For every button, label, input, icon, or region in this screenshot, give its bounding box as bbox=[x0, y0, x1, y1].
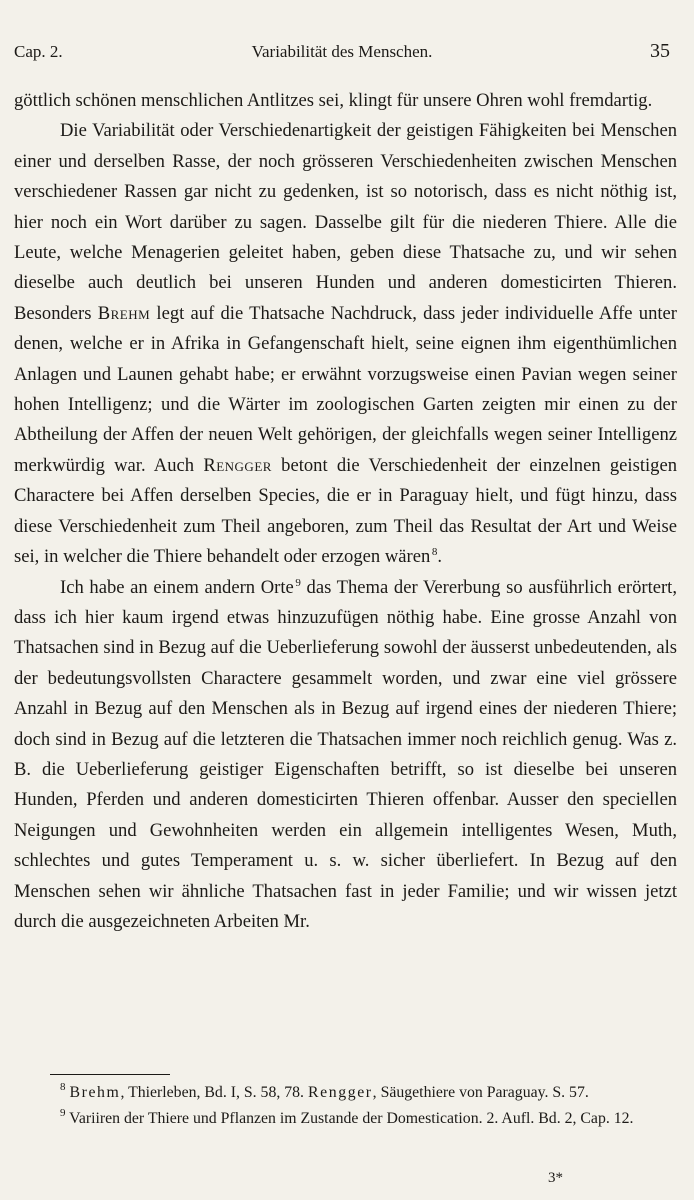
author-name-rengger: Rengger bbox=[203, 454, 272, 476]
footnote-8-text-2: , Säugethiere von Paraguay. S. 57. bbox=[372, 1084, 589, 1101]
paragraph-2-text-3: betont die Verschiedenheit der einzelnen geistigen Charactere bei Affen derselben Species, die er in Paraguay hielt, und fügt hinzu, dass diese Verschiedenheit zum Theil angeboren, zum Theil das Resultat der Art und Weise sei, in welcher die Thiere behandelt oder erzogen wären bbox=[14, 454, 677, 568]
signature-mark: 3* bbox=[548, 1170, 563, 1186]
running-title: Variabilität des Menschen. bbox=[251, 42, 433, 61]
footnotes bbox=[14, 1080, 677, 1133]
paragraph-1: göttlich schönen menschlichen Antlitzes sei, klingt für unsere Ohren wohl fremdartig. bbox=[14, 90, 653, 111]
footnote-8-author-1: Brehm bbox=[69, 1084, 121, 1101]
paragraph-2-end: . bbox=[437, 546, 442, 568]
footnote-8-text-1: , Thierleben, Bd. I, S. 58, 78. bbox=[120, 1084, 304, 1101]
footnote-8 bbox=[14, 1080, 677, 1106]
body-text bbox=[14, 86, 677, 937]
paragraph-3-text-2: das Thema der Vererbung so ausführlich erörtert, dass ich hier kaum irgend etwas hinzuzufügen nöthig habe. Eine grosse Anzahl von Thatsachen sind in Bezug auf die Ueberlieferung sowohl der äusserst unbedeutenden, als der bedeutungsvollsten Charactere gesammelt worden, und zwar eine viel grössere Anzahl in Bezug auf den Menschen als in Bezug auf irgend eines der niederen Thiere; doch sind in Bezug auf die letzteren die Thatsachen immer noch reichlich genug. Was z. B. die Ueberlieferung geistiger Eigenschaften betrifft, so ist dieselbe bei unseren Hunden, Pferden und anderen domesticirten Thieren offenbar. Ausser den speciellen Neigungen und Gewohnheiten werden ein allgemein intelligentes Wesen, Muth, schlechtes und gutes Temperament u. s. w. sicher überliefert. In Bezug auf den Menschen sehen wir ähnliche Thatsachen fast in jeder Familie; und wir wissen jetzt durch die ausgezeichneten Arbeiten Mr. bbox=[14, 576, 677, 932]
paragraph-2-text-1: Die Variabilität oder Verschiedenartigkeit der geistigen Fähigkeiten bei Menschen einer und derselben Rasse, der noch grösseren Verschiedenheiten zwischen Menschen verschiedener Rassen gar nicht zu gedenken, ist so notorisch, dass es nicht nöthig ist, hier noch ein Wort darüber zu sagen. Dasselbe gilt für die niederen Thiere. Alle die Leute, welche Menagerien geleitet haben, geben diese Thatsache zu, und wir sehen dieselbe auch deutlich bei unseren Hunden und anderen domesticirten Thieren. Besonders bbox=[14, 120, 677, 324]
footnote-ref-8: 8 bbox=[431, 546, 438, 559]
footnote-mark-9: 9 bbox=[60, 1107, 66, 1120]
footnote-9 bbox=[14, 1106, 677, 1132]
footnote-rule bbox=[50, 1074, 170, 1075]
running-header bbox=[14, 40, 670, 68]
paragraph-2 bbox=[14, 116, 677, 572]
author-name-brehm: Brehm bbox=[97, 302, 151, 324]
footnote-8-author-2: Rengger bbox=[307, 1084, 373, 1101]
chapter-label: Cap. 2. bbox=[14, 42, 63, 61]
paragraph-3-text-1: Ich habe an einem andern Orte bbox=[60, 576, 294, 598]
footnote-mark-8: 8 bbox=[60, 1081, 66, 1093]
footnote-ref-9: 9 bbox=[295, 576, 301, 589]
paragraph-3 bbox=[14, 573, 677, 938]
paragraph-2-text-2: legt auf die Thatsache Nachdruck, dass jeder individuelle Affe unter denen, welche er in Afrika in Gefangenschaft hielt, seine eignen ihm eigenthümlichen Anlagen und Launen gehabt habe; er erwähnt vorzugsweise einen Pavian wegen seiner hohen Intelligenz; und die Wärter im zoologischen Garten zeigten mir einen zu der Abtheilung der Affen der neuen Welt gehörigen, der gleichfalls wegen seiner Intelligenz merkwürdig war. Auch bbox=[14, 302, 677, 476]
footnote-9-text: Variiren der Thiere und Pflanzen im Zustande der Domestication. 2. Aufl. Bd. 2, Cap. 12. bbox=[69, 1110, 634, 1128]
page-number: 35 bbox=[650, 40, 670, 62]
